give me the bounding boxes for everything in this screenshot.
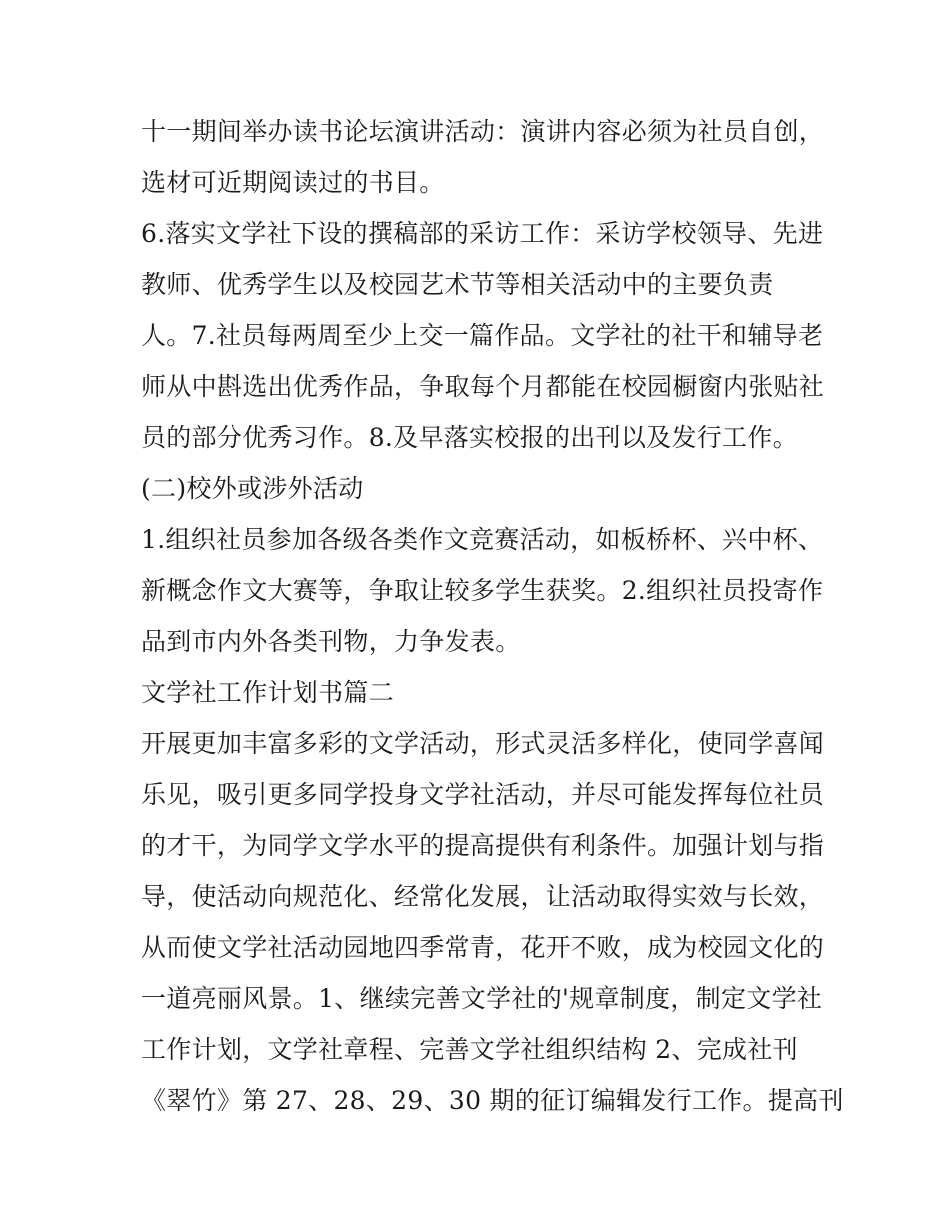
section-heading: (二)校外或涉外活动 <box>141 474 364 503</box>
text-line: 工作计划，文学社章程、完善文学社组织结构 2、完成社刊 <box>141 1035 798 1064</box>
text-line: 一道亮丽风景。1、继续完善文学社的'规章制度，制定文学社 <box>141 984 823 1013</box>
text-line: 乐见，吸引更多同学投身文学社活动，并尽可能发挥每位社员 <box>141 780 825 809</box>
text-line: 从而使文学社活动园地四季常青，花开不败，成为校园文化的 <box>141 933 825 962</box>
text-line: 的才干，为同学文学水平的提高提供有利条件。加强计划与指 <box>141 831 825 860</box>
text-line: 师从中斟选出优秀作品，争取每个月都能在校园橱窗内张贴社 <box>141 372 825 401</box>
text-line: 教师、优秀学生以及校园艺术节等相关活动中的主要负责 <box>141 270 774 299</box>
text-line: 6.落实文学社下设的撰稿部的采访工作：采访学校领导、先进 <box>141 219 824 248</box>
document-body <box>141 106 844 1126</box>
text-line: 1.组织社员参加各级各类作文竞赛活动，如板桥杯、兴中杯、 <box>141 525 824 554</box>
text-line: 《翠竹》第 27、28、29、30 期的征订编辑发行工作。提高刊 <box>141 1086 844 1115</box>
text-line: 员的部分优秀习作。8.及早落实校报的出刊以及发行工作。 <box>141 423 798 452</box>
text-line: 开展更加丰富多彩的文学活动，形式灵活多样化，使同学喜闻 <box>141 729 825 758</box>
text-line: 选材可近期阅读过的书目。 <box>141 168 445 197</box>
text-line: 人。7.社员每两周至少上交一篇作品。文学社的社干和辅导老 <box>141 321 824 350</box>
text-line: 品到市内外各类刊物，力争发表。 <box>141 627 521 656</box>
text-line: 十一期间举办读书论坛演讲活动：演讲内容必须为社员自创， <box>141 117 825 146</box>
text-line: 导，使活动向规范化、经常化发展，让活动取得实效与长效， <box>141 882 825 911</box>
section-title: 文学社工作计划书篇二 <box>141 678 395 707</box>
text-line: 新概念作文大赛等，争取让较多学生获奖。2.组织社员投寄作 <box>141 576 824 605</box>
